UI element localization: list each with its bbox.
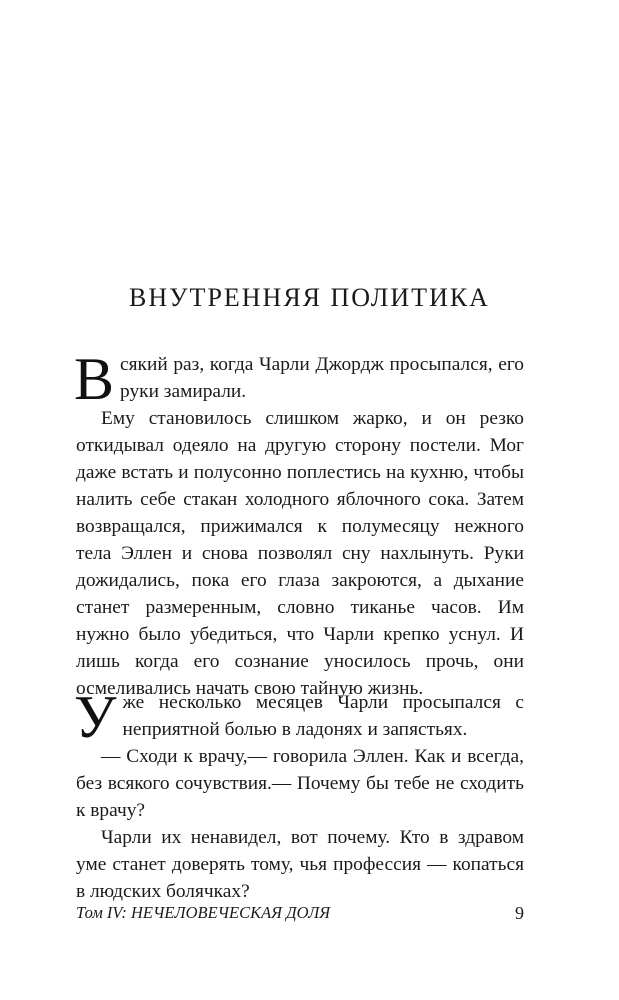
drop-cap: У (74, 684, 117, 750)
paragraph: — Сходи к врачу,— говорила Эллен. Как и всегда, без всякого сочувствия.— Почему бы тебе не сходить к врачу? (76, 746, 524, 821)
chapter-title: ВНУТРЕННЯЯ ПОЛИТИКА (129, 283, 490, 312)
paragraph (74, 684, 524, 750)
drop-cap: В (74, 346, 115, 412)
paragraph: Ему становилось слишком жарко, и он резко откидывал одеяло на другую сторону постели. Мог даже встать и полусонно поплестись на кухню, чтобы налить себе стакан холодного яблочного сока. Затем возвращался, прижимался к полумесяцу нежного тела Эллен и снова позволял сну нахлынуть. Руки дожидались, пока его глаза закроются, а дыхание станет размеренным, словно тиканье часов. Им нужно было убедиться, что Чарли крепко уснул. И лишь когда его сознание уносилось прочь, они осмеливались начать свою тайную жизнь. (76, 408, 524, 699)
page-number: 9 (515, 903, 524, 923)
paragraph: Чарли их ненавидел, вот почему. Кто в здравом уме станет доверять тому, чья профессия — копаться в людских болячках? (76, 827, 524, 902)
section-2 (74, 684, 524, 905)
paragraph-text: же несколько месяцев Чарли просыпался с неприятной болью в ладонях и запястьях. (122, 692, 524, 740)
page-footer (76, 902, 524, 928)
section-1 (74, 346, 524, 702)
paragraph (74, 346, 524, 412)
running-title: Том IV: НЕЧЕЛОВЕЧЕСКАЯ ДОЛЯ (76, 903, 331, 922)
paragraph-text: сякий раз, когда Чарли Джордж просыпался, его руки замирали. (120, 354, 524, 402)
